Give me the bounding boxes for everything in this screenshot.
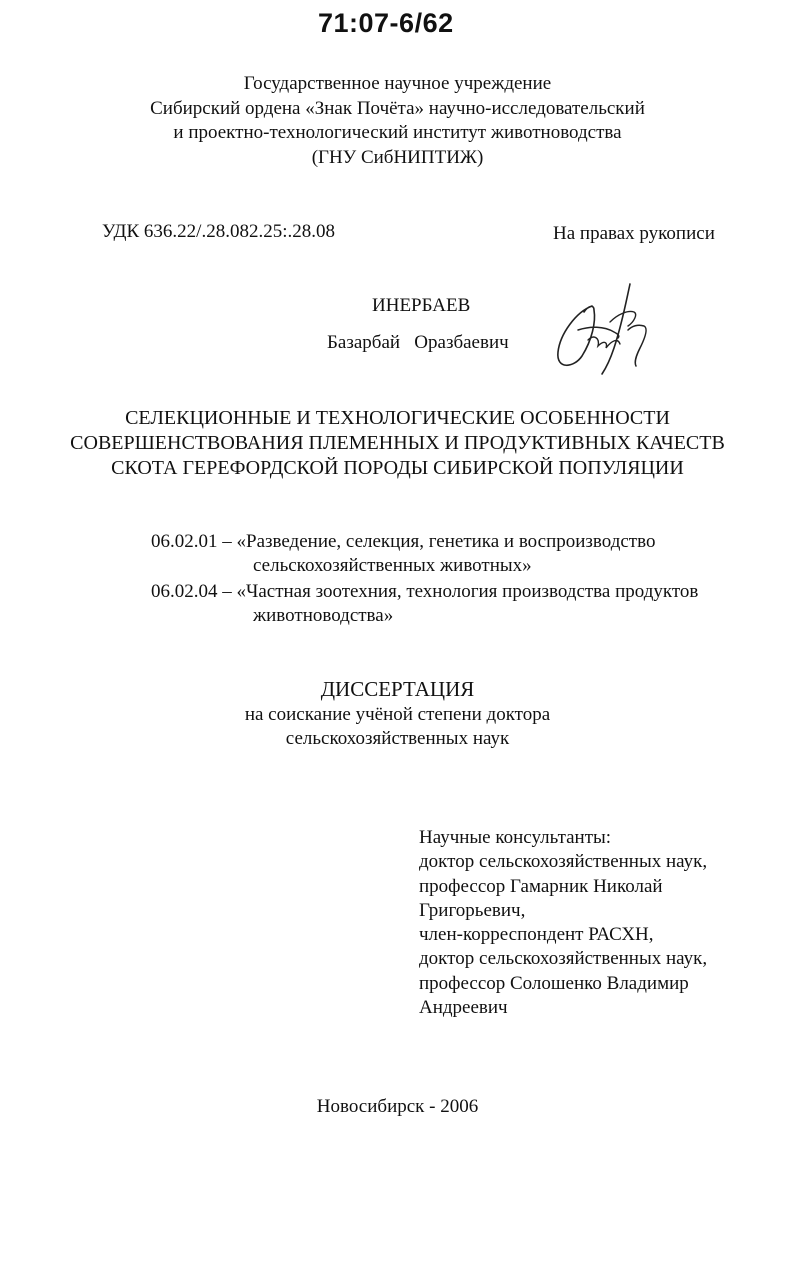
title-line: СЕЛЕКЦИОННЫЕ И ТЕХНОЛОГИЧЕСКИЕ ОСОБЕННОСТИ <box>125 407 670 429</box>
author-given-name: Базарбай Оразбаевич <box>327 332 509 353</box>
city-and-year: Новосибирск - 2006 <box>316 1096 479 1117</box>
degree-line: сельскохозяйственных наук <box>285 728 510 749</box>
consultants-line: профессор Солошенко Владимир <box>419 972 689 994</box>
title-line: СОВЕРШЕНСТВОВАНИЯ ПЛЕМЕННЫХ И ПРОДУКТИВНЫХ КАЧЕСТВ <box>70 432 725 454</box>
degree-description <box>0 703 795 751</box>
consultants-line: доктор сельскохозяйственных наук, <box>419 948 708 970</box>
specialty-2-code-line: 06.02.04 – «Частная зоотехния, технология производства продуктов <box>151 581 699 602</box>
specialty-1-continuation: сельскохозяйственных животных» <box>253 555 532 576</box>
consultants-line: Григорьевич, <box>419 899 526 921</box>
consultants-line: доктор сельскохозяйственных наук, <box>419 851 708 873</box>
specialty-2-continuation: животноводства» <box>253 605 394 626</box>
udk-code: УДК 636.22/.28.082.25:.28.08 <box>102 221 335 242</box>
institution-line: Сибирский ордена «Знак Почёта» научно-исследовательский <box>150 97 645 119</box>
scientific-consultants <box>419 826 707 1020</box>
title-line: СКОТА ГЕРЕФОРДСКОЙ ПОРОДЫ СИБИРСКОЙ ПОПУЛЯЦИИ <box>111 457 684 479</box>
consultants-line: Андреевич <box>419 997 508 1019</box>
author-surname: ИНЕРБАЕВ <box>372 295 471 316</box>
consultants-line: член-корреспондент РАСХН, <box>419 924 654 946</box>
signature-image <box>548 282 658 378</box>
document-type-heading: ДИССЕРТАЦИЯ <box>320 677 475 701</box>
consultants-line: Научные консультанты: <box>419 827 612 848</box>
institution-line: Государственное научное учреждение <box>243 73 552 94</box>
archive-stamp-code: 71:07-6/62 <box>318 8 454 38</box>
consultants-line: профессор Гамарник Николай <box>419 875 663 897</box>
specialty-1-code-line: 06.02.01 – «Разведение, селекция, генетика и воспроизводство <box>151 531 656 552</box>
dissertation-title <box>0 406 795 481</box>
institution-block <box>0 72 795 170</box>
institution-line: и проектно-технологический институт животноводства <box>173 122 622 143</box>
degree-line: на соискание учёной степени доктора <box>244 704 551 725</box>
manuscript-rights-note: На правах рукописи <box>553 223 715 244</box>
institution-line: (ГНУ СибНИПТИЖ) <box>311 146 484 168</box>
